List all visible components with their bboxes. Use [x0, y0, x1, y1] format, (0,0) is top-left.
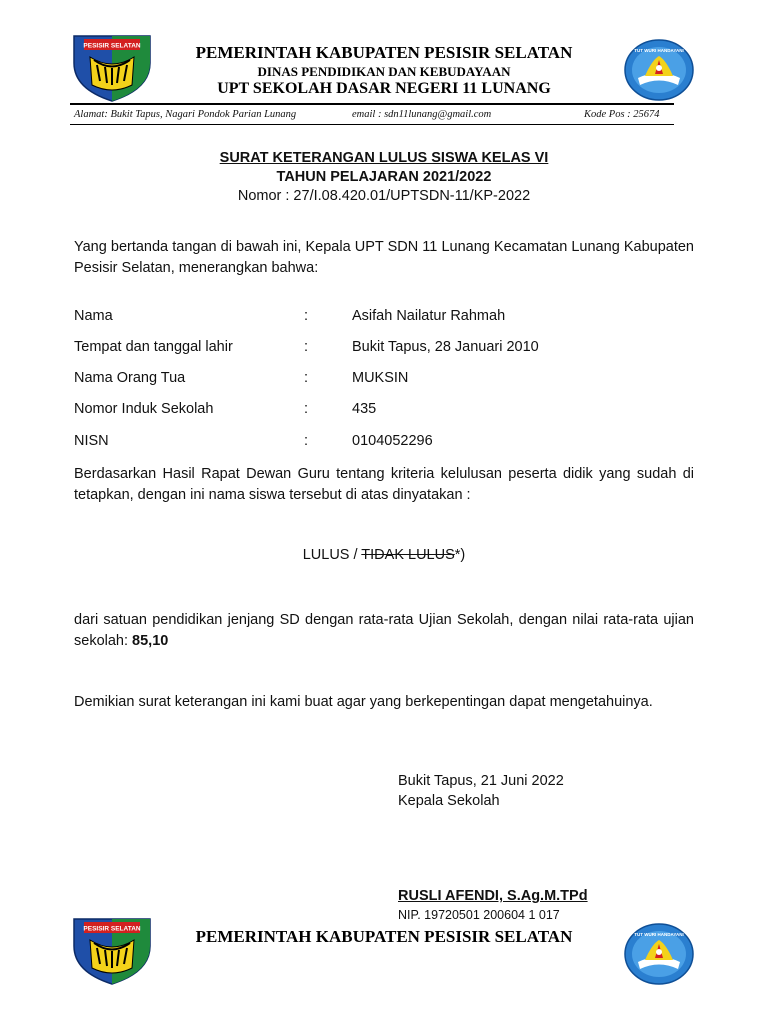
intro-paragraph: Yang bertanda tangan di bawah ini, Kepala UPT SDN 11 Lunang Kecamatan Lunang Kabupaten Pesisir Selatan, menerangkan bahwa:	[74, 239, 694, 276]
signature-name: RUSLI AFENDI, S.Ag.M.TPd	[398, 888, 588, 904]
field-colon: :	[304, 401, 309, 417]
document-number: Nomor : 27/I.08.420.01/UPTSDN-11/KP-2022	[237, 188, 531, 204]
field-value: Asifah Nailatur Rahmah	[352, 308, 506, 324]
header-government: PEMERINTAH KABUPATEN PESISIR SELATAN	[195, 43, 573, 62]
header-postcode: Kode Pos : 25674	[584, 109, 660, 120]
basis-paragraph: Berdasarkan Hasil Rapat Dewan Guru tentang kriteria kelulusan peserta didik yang sudah di tetapkan, dengan ini nama siswa tersebut di atas dinyatakan :	[74, 466, 694, 503]
field-label: Nomor Induk Sekolah	[74, 401, 214, 417]
field-value: MUKSIN	[352, 370, 409, 386]
result-note: *)	[454, 547, 466, 563]
signature-place-date: Bukit Tapus, 21 Juni 2022	[398, 773, 564, 789]
closing-paragraph: Demikian surat keterangan ini kami buat agar yang berkepentingan dapat mengetahuinya.	[74, 694, 653, 710]
field-colon: :	[304, 339, 309, 355]
right-logo-caption: TUT WURI HANDAYANI	[634, 932, 684, 937]
left-logo-caption: PESISIR SELATAN	[83, 42, 141, 50]
tut-wuri-handayani-logo-icon	[622, 922, 696, 986]
field-label: NISN	[74, 433, 109, 449]
field-label: Nama	[74, 308, 113, 324]
field-colon: :	[304, 433, 309, 449]
field-label: Tempat dan tanggal lahir	[74, 339, 233, 355]
document-title: SURAT KETERANGAN LULUS SISWA KELAS VI	[219, 150, 549, 166]
header-department: DINAS PENDIDIKAN DAN KEBUDAYAAN	[257, 64, 511, 79]
field-value: 435	[352, 401, 377, 417]
header-rule	[70, 103, 674, 105]
header-school: UPT SEKOLAH DASAR NEGERI 11 LUNANG	[217, 80, 551, 97]
pesisir-selatan-logo-icon	[70, 33, 154, 103]
signature-nip: NIP. 19720501 200604 1 017	[398, 908, 560, 922]
score-text: dari satuan pendidikan jenjang SD dengan rata-rata Ujian Sekolah, dengan nilai rata-rata ujian sekolah:	[74, 612, 694, 649]
pesisir-selatan-logo-icon	[70, 916, 154, 986]
graduation-result	[0, 547, 768, 563]
header-address: Alamat: Bukit Tapus, Nagari Pondok Parian Lunang	[74, 109, 297, 120]
header-rule-bottom	[70, 124, 674, 125]
header-email: email : sdn11lunang@gmail.com	[352, 109, 492, 120]
field-label: Nama Orang Tua	[74, 370, 186, 386]
field-colon: :	[304, 370, 309, 386]
tut-wuri-handayani-logo-icon	[622, 38, 696, 102]
result-pass: LULUS /	[302, 547, 362, 563]
field-value: Bukit Tapus, 28 Januari 2010	[352, 339, 539, 355]
score-value: 85,10	[132, 633, 169, 649]
result-fail-struck: TIDAK LULUS	[361, 547, 455, 563]
footer-government: PEMERINTAH KABUPATEN PESISIR SELATAN	[195, 927, 573, 946]
school-year: TAHUN PELAJARAN 2021/2022	[276, 169, 492, 185]
left-logo-caption: PESISIR SELATAN	[83, 925, 141, 933]
score-paragraph	[74, 610, 694, 652]
field-colon: :	[304, 308, 309, 324]
signature-position: Kepala Sekolah	[398, 793, 500, 809]
field-value: 0104052296	[352, 433, 433, 449]
right-logo-caption: TUT WURI HANDAYANI	[634, 48, 684, 53]
